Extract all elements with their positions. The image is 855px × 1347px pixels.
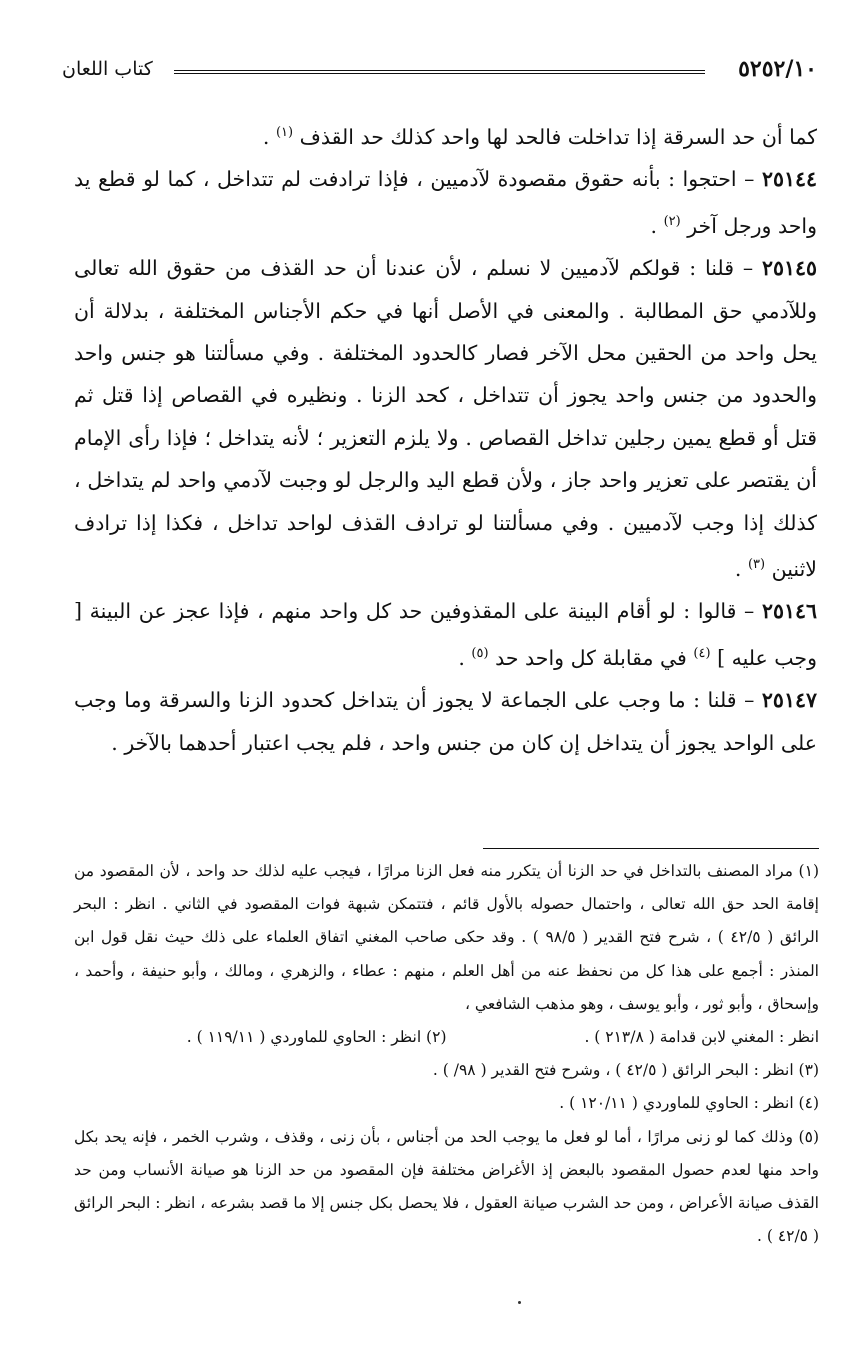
footnote-marker: (١) [275, 125, 294, 140]
footnotes [74, 855, 819, 1253]
main-text [74, 112, 817, 764]
paragraph-25144 [74, 158, 817, 247]
footnote-4: (٤) انظر : الحاوي للماوردي ( ١٢٠/١١ ) . [559, 1094, 819, 1113]
footnote-marker: (٢) [663, 213, 681, 229]
header-double-rule [174, 70, 705, 74]
paragraph-text-continued: في مقابلة كل واحد حد [495, 645, 687, 670]
paragraph-25147 [74, 679, 817, 764]
footnote-marker: (٣) [747, 557, 766, 573]
book-title: كتاب اللعان [62, 58, 153, 80]
paragraph-number: ٢٥١٤٧ [761, 688, 817, 713]
paragraph-text: – قالوا : لو أقام البينة على المقذوفين حد كل واحد منهم ، فإذا عجز عن البينة [ وجب عليه ] [74, 599, 817, 670]
footnote-5: (٥) وذلك كما لو زنى مرارًا ، أما لو فعل ما يوجب الحد من أجناس ، بأن زنى ، وقذف ، وشرب الخمر ، فإنه يحد بكل واحد منها لعدم حصول المقصود بالبعض إذ الأغراض مختلفة فإن المقصود من حد الزنا هو صيانة الأنساب ومن حد القذف صيانة الأعراض ، ومن حد الشرب صيانة العقول ، فلا يحصل بكل جنس إلا ما قصد بشرعه ، انظر : البحر الرائق ( ٤٢/٥ ) . [74, 1127, 819, 1246]
page-mark [518, 1301, 521, 1304]
paragraph-number: ٢٥١٤٤ [761, 167, 817, 192]
footnote-1: (١) مراد المصنف بالتداخل في حد الزنا أن يتكرر منه فعل الزنا مرارًا ، فيجب عليه لذلك حد واحد ، لأن المقصود من إقامة الحد حق الله تعالى ، واحتمال حصوله بالأول قائم ، فتتمكن شبهة فوات المقصود في الثاني . انظر : البحر الرائق ( ٤٢/٥ ) ، شرح فتح القدير ( ٩٨/٥ ) . وقد حكى صاحب المغني اتفاق العلماء على ذلك حيث نقل قول ابن المنذر : أجمع على هذا كل من نحفظ عنه من أهل العلم ، منهم : عطاء ، والزهري ، ومالك ، وأبو حنيفة ، وأحمد ، وإسحاق ، وأبو ثور ، وأبو يوسف ، وهو مذهب الشافعي ، [74, 862, 819, 1013]
paragraph-tail: . [262, 125, 270, 149]
paragraph-25146 [74, 590, 817, 679]
footnote-separator [483, 848, 819, 849]
paragraph-text: – احتجوا : بأنه حقوق مقصودة لآدميين ، فإذا ترادفت لم تتداخل ، كما لو قطع يد واحد ورجل آخر [74, 167, 817, 238]
footnote-3: (٣) انظر : البحر الرائق ( ٤٢/٥ ) ، وشرح فتح القدير ( ٩٨/ ) . [432, 1061, 819, 1080]
footnote-2: (٢) انظر : الحاوي للماوردي ( ١١٩/١١ ) . [186, 1028, 447, 1047]
footnote-split-line [74, 1021, 819, 1054]
paragraph-number: ٢٥١٤٥ [761, 256, 817, 281]
paragraph-continuation [74, 112, 817, 158]
footnote-1-end: انظر : المغني لابن قدامة ( ٢١٣/٨ ) . [584, 1028, 819, 1047]
footnote-marker: (٥) [471, 645, 489, 661]
footnote-marker: (٤) [693, 645, 711, 661]
paragraph-tail: . [650, 213, 658, 238]
paragraph-text: – قلنا : قولكم لآدميين لا نسلم ، لأن عندنا أن حد القذف من حقوق الله تعالى وللآدمي حق المطالبة . والمعنى في الأصل أنها في حكم الأجناس المختلفة ، بدلالة أن يحل واحد من الحقين محل الآخر فصار كالحدود المختلفة . وفي مسألتنا هو جنس واحد والحدود من جنس واحد يجوز أن تتداخل ، كحد الزنا . ونظيره في القصاص إذا قتل ثم قتل أو قطع يمين رجلين تداخل القصاص . ولا يلزم التعزير ؛ لأنه يتداخل ؛ فإذا رأى الإمام أن يقتصر على تعزير واحد جاز ، ولأن قطع اليد والرجل لو وجبت لآدمي واحد لم يتداخل ، كذلك إذا وجب لآدميين . وفي مسألتنا لو ترادف القذف لواحد تداخل ، فكذا إذا ترادف لاثنين [74, 256, 817, 582]
paragraph-number: ٢٥١٤٦ [761, 599, 817, 624]
paragraph-text: – قلنا : ما وجب على الجماعة لا يجوز أن يتداخل كحدود الزنا والسرقة وما وجب على الواحد يجوز أن يتداخل إن كان من جنس واحد ، فلم يجب اعتبار أحدهما بالآخر . [74, 688, 817, 755]
paragraph-tail: . [734, 557, 742, 582]
running-header [62, 56, 817, 96]
paragraph-text: كما أن حد السرقة إذا تداخلت فالحد لها واحد كذلك حد القذف [299, 125, 817, 149]
paragraph-25145 [74, 247, 817, 590]
page-reference: ٥٢٥٢/١٠ [738, 56, 817, 82]
paragraph-tail: . [458, 645, 465, 670]
